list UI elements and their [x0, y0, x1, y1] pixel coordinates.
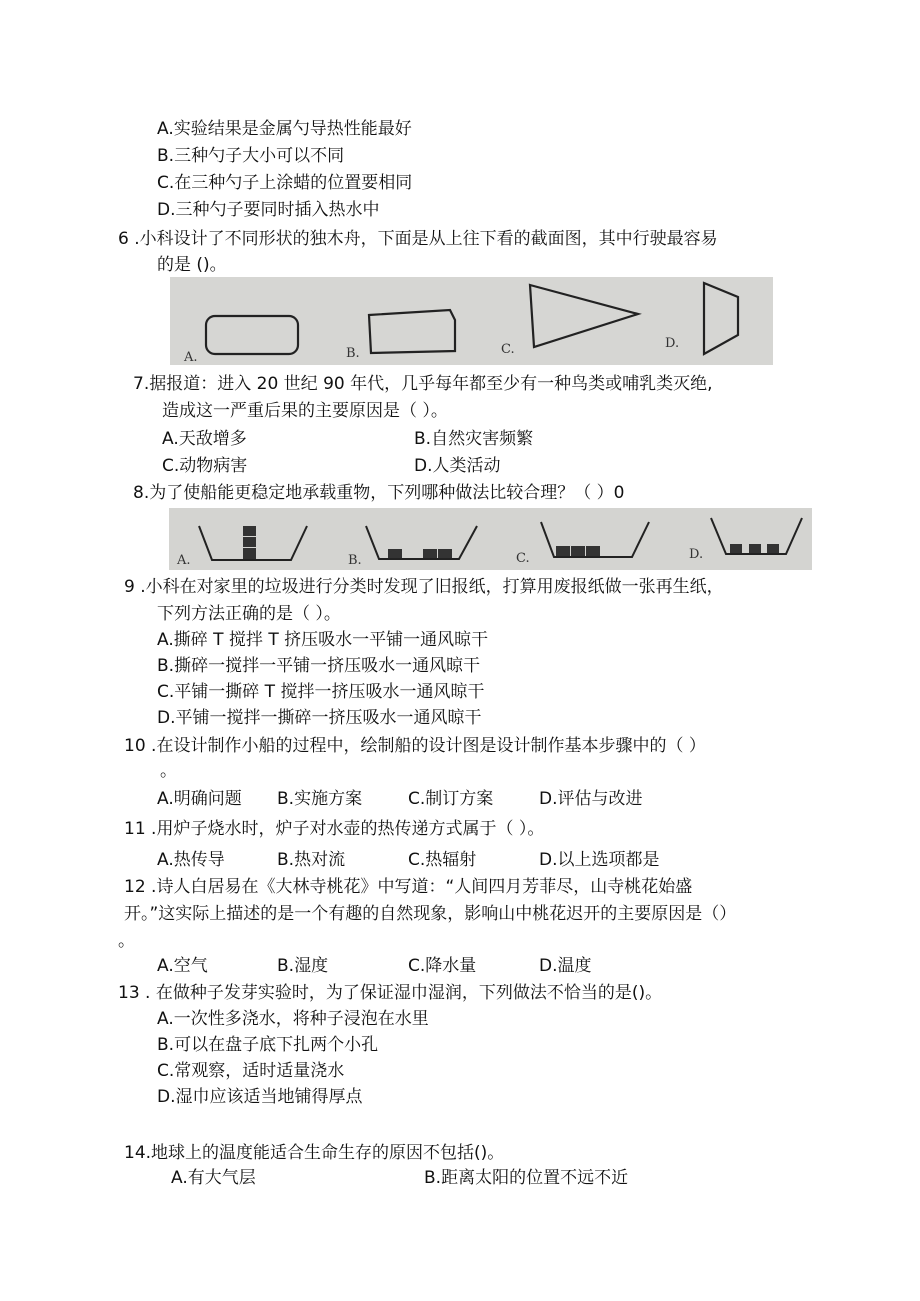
q5-option-b: B.三种勺子大小可以不同 [157, 146, 345, 166]
q8-fig-label-a: A. [177, 553, 191, 568]
q5-option-a: A.实验结果是金属勺导热性能最好 [157, 119, 412, 139]
q12-stem-line2: 开。”这实际上描述的是一个有趣的自然现象，影响山中桃花迟开的主要原因是（） [124, 904, 737, 924]
q12-stem-line3: 。 [118, 931, 135, 951]
q6-fig-label-a: A. [184, 350, 198, 365]
q12-option-b: B.湿度 [277, 956, 329, 976]
q11-option-c: C.热辐射 [408, 850, 477, 870]
q10-option-c: C.制订方案 [408, 789, 494, 809]
q13-option-c: C.常观察，适时适量浇水 [157, 1061, 345, 1081]
q7-option-c: C.动物病害 [162, 456, 248, 476]
q12-option-d: D.温度 [539, 956, 592, 976]
q12-option-a: A.空气 [157, 956, 208, 976]
q10-stem-line1: 10 .在设计制作小船的过程中，绘制船的设计图是设计制作基本步骤中的（ ） [124, 736, 706, 756]
q5-option-c: C.在三种勺子上涂蜡的位置要相同 [157, 173, 413, 193]
q6-canoe-shapes-figure [170, 277, 773, 365]
q9-option-b: B.撕碎一搅拌一平铺一挤压吸水一通风晾干 [157, 656, 481, 676]
q6-stem-line1: 6 .小科设计了不同形状的独木舟，下面是从上往下看的截面图，其中行驶最容易 [118, 229, 718, 249]
q9-option-d: D.平铺一搅拌一撕碎一挤压吸水一通风晾干 [157, 708, 482, 728]
q11-option-b: B.热对流 [277, 850, 346, 870]
q6-fig-label-c: C. [501, 342, 515, 357]
q6-fig-label-d: D. [665, 336, 680, 351]
q13-option-d: D.湿巾应该适当地铺得厚点 [157, 1087, 363, 1107]
q5-option-d: D.三种勺子要同时插入热水中 [157, 200, 380, 220]
q7-option-b: B.自然灾害频繁 [414, 429, 534, 449]
q9-stem-line2: 下列方法正确的是（ ）。 [157, 604, 341, 624]
q14-option-b: B.距离太阳的位置不远不近 [424, 1168, 629, 1188]
q7-stem-line2: 造成这一严重后果的主要原因是（ ）。 [162, 401, 448, 421]
q13-stem-line1: 13 . 在做种子发芽实验时，为了保证湿巾湿润，下列做法不恰当的是()。 [118, 983, 663, 1003]
q6-fig-label-b: B. [346, 346, 360, 361]
q11-option-a: A.热传导 [157, 850, 225, 870]
q14-stem-line1: 14.地球上的温度能适合生命生存的原因不包括()。 [124, 1143, 505, 1163]
q10-option-a: A.明确问题 [157, 789, 242, 809]
q7-option-d: D.人类活动 [414, 456, 501, 476]
q11-option-d: D.以上选项都是 [539, 850, 660, 870]
q7-stem-line1: 7.据报道：进入 20 世纪 90 年代，几乎每年都至少有一种鸟类或哺乳类灭绝, [133, 374, 713, 394]
q7-option-a: A.天敌增多 [162, 429, 247, 449]
q8-fig-label-b: B. [348, 553, 362, 568]
q6-stem-line2: 的是 ()。 [157, 255, 227, 275]
q14-option-a: A.有大气层 [171, 1168, 256, 1188]
q12-stem-line1: 12 .诗人白居易在《大林寺桃花》中写道：“人间四月芳菲尽，山寺桃花始盛 [124, 877, 693, 897]
q13-option-a: A.一次性多浇水，将种子浸泡在水里 [157, 1009, 429, 1029]
q10-option-b: B.实施方案 [277, 789, 363, 809]
q12-option-c: C.降水量 [408, 956, 477, 976]
q9-option-c: C.平铺一撕碎 T 搅拌一挤压吸水一通风晾干 [157, 682, 485, 702]
q13-option-b: B.可以在盘子底下扎两个小孔 [157, 1035, 379, 1055]
q8-fig-label-c: C. [516, 551, 530, 566]
q11-stem-line1: 11 .用炉子烧水时，炉子对水壶的热传递方式属于（ ）。 [124, 819, 545, 839]
q10-option-d: D.评估与改进 [539, 789, 643, 809]
q8-boat-loading-figure [169, 508, 812, 570]
q10-stem-line2: 。 [160, 761, 177, 781]
q9-option-a: A.撕碎 T 搅拌 T 挤压吸水一平铺一通风晾干 [157, 630, 489, 650]
q8-fig-label-d: D. [689, 547, 704, 562]
q9-stem-line1: 9 .小科在对家里的垃圾进行分类时发现了旧报纸，打算用废报纸做一张再生纸， [124, 577, 724, 597]
q8-stem-line1: 8.为了使船能更稳定地承载重物，下列哪种做法比较合理？（ ）0 [133, 483, 625, 503]
